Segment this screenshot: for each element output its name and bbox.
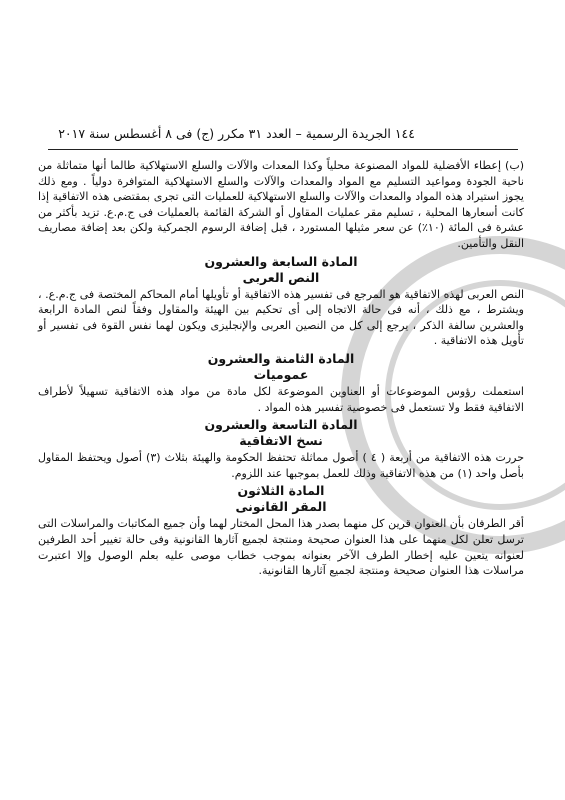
document-body [38, 158, 524, 579]
paragraph: استعملت رؤوس الموضوعات أو العناوين الموضوعة لكل مادة من مواد هذه الاتفاقية تسهيلاً لأطراف الاتفاقية فقط ولا تستعمل فى خصوصية تفسير هذه المواد . [38, 384, 524, 414]
article-heading: المادة السابعة والعشرون [204, 253, 358, 269]
section-item-b [38, 158, 524, 252]
section-article-30 [38, 483, 524, 578]
header-rule [48, 149, 518, 150]
section-article-29 [38, 417, 524, 481]
paragraph: النص العربى لهذه الاتفاقية هو المرجع فى تفسير هذه الاتفاقية أو تأويلها أمام المحاكم المختصة فى ج.م.ع. ، ويشترط ، مع ذلك ، أنه فى حالة الاتجاه إلى أى تحكيم بين الهيئة والمقاول وفقاً لنص المادة الرابعة والعشرين سالفة الذكر ، يرجع إلى كل من النصين العربى والإنجليزى ويكون لهما نفس القوة فى تفسير أو تأويل هذه الاتفاقية . [38, 287, 524, 348]
article-subheading: المقر القانونى [235, 499, 327, 515]
section-article-28 [38, 351, 524, 415]
section-article-27 [38, 254, 524, 349]
page-header: ١٤٤ الجريدة الرسمية – العدد ٣١ مكرر (ج) فى ٨ أغسطس سنة ٢٠١٧ [58, 126, 415, 141]
paragraph: أقر الطرفان بأن العنوان قرين كل منهما بصدر هذا المحل المختار لهما وأن جميع المكاتبات والمراسلات التى ترسل تعلن لكل منهما على هذا العنوان صحيحة ومنتجة لجميع آثارها القانونية وفى حالة تغيير أحد الطرفين لعنوانه يتعين عليه إخطار الطرف الآخر بعنوانه بموجب خطاب موصى عليه بعلم الوصول وإلا اعتبرت مراسلات هذا العنوان صحيحة ومنتجة لجميع آثارها القانونية. [38, 517, 524, 578]
paragraph: حررت هذه الاتفاقية من أربعة ( ٤ ) أصول مماثلة تحتفظ الحكومة والهيئة بثلاث (٣) أصول ويحتفظ المقاول بأصل واحد (١) من هذه الاتفاقية وذلك للعمل بموجبها عند اللزوم. [38, 451, 525, 480]
article-subheading: نسخ الاتفاقية [239, 433, 323, 449]
article-subheading: عموميات [253, 366, 309, 382]
article-heading: المادة الثامنة والعشرون [207, 350, 355, 366]
article-heading: المادة الثلاثون [237, 483, 325, 499]
article-heading: المادة التاسعة والعشرون [204, 417, 358, 433]
article-subheading: النص العربى [242, 269, 320, 285]
paragraph: (ب) إعطاء الأفضلية للمواد المصنوعة محلياً وكذا المعدات والآلات والسلع الاستهلاكية طالما أنها متماثلة من ناحية الجودة ومواعيد التسليم مع المواد والمعدات والآلات والسلع الاستهلاكية المتوافرة دولياً . ومع ذلك يجوز استيراد هذه المواد والمعدات والآلات والسلع الاستهلاكية للعمليات التى تجرى بمقتضى هذه الاتفاقية إذا كانت أسعارها المحلية ، تسليم مقر عمليات المقاول أو الشركة القائمة بالعمليات فى ج.م.ع. تزيد بأكثر من عشرة فى المائة (١٠٪) عن سعر مثيلها المستورد ، قبل إضافة الرسوم الجمركية ولكن بعد إضافة مصاريف النقل والتأمين. [38, 159, 525, 250]
